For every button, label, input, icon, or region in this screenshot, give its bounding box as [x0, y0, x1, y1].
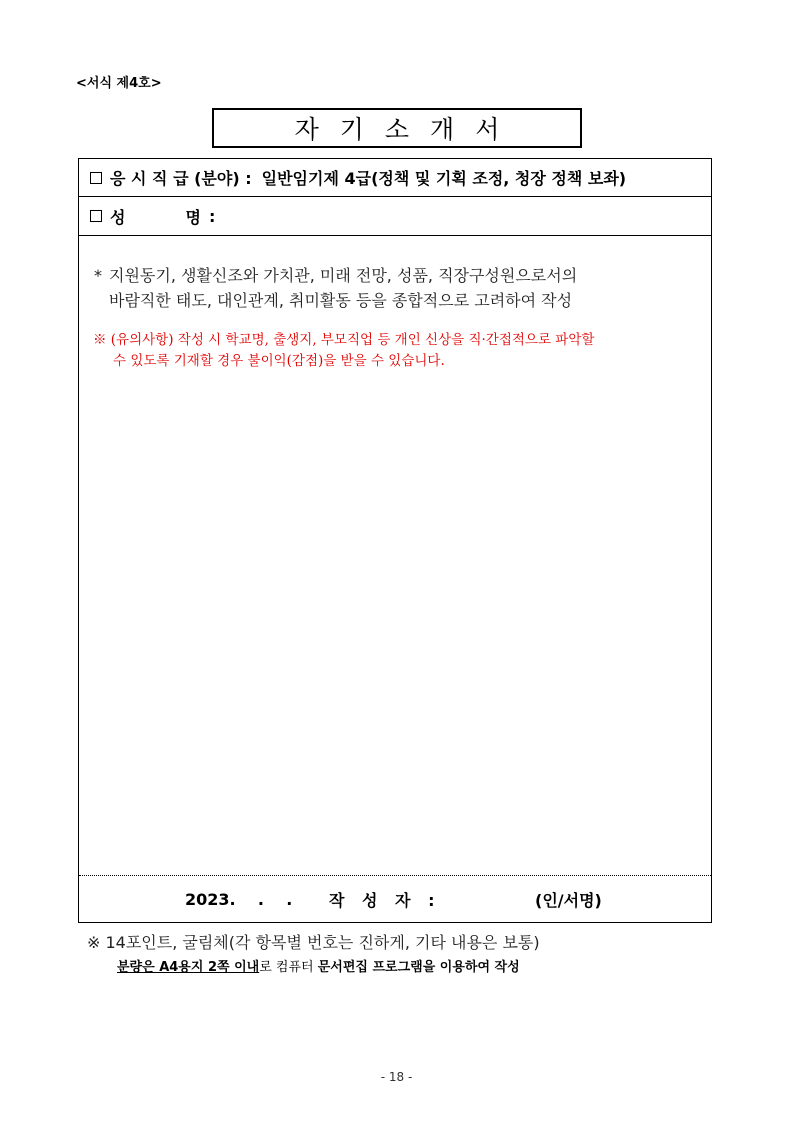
position-label: 응 시 직 급 (분야) : — [110, 169, 252, 188]
notice-line-1: ※ (유의사항) 작성 시 학교명, 출생지, 부모직업 등 개인 신상을 직·간접적으로 파악할 — [93, 332, 595, 348]
guide-line-1: 지원동기, 생활신조와 가치관, 미래 전망, 성품, 직장구성원으로서의 — [109, 266, 578, 285]
checkbox-icon[interactable] — [90, 172, 102, 184]
length-note-tool: 문서편집 프로그램을 이용하여 작성 — [317, 960, 520, 975]
form-table — [78, 158, 712, 923]
name-input[interactable] — [215, 197, 711, 235]
self-introduction-content-area[interactable] — [79, 236, 711, 876]
caution-notice — [93, 330, 705, 372]
position-value[interactable]: 일반임기제 4급(정책 및 기획 조정, 청장 정책 보좌) — [261, 169, 627, 188]
writer-label: 작 성 자 : — [329, 890, 441, 910]
length-limit: 분량은 A4용지 2쪽 이내 — [117, 960, 260, 975]
writing-guide — [87, 263, 699, 313]
name-row — [79, 197, 711, 236]
notice-line-2: 수 있도록 기재할 경우 불이익(감점)을 받을 수 있습니다. — [113, 353, 445, 369]
checkbox-icon[interactable] — [90, 210, 102, 222]
position-row — [79, 159, 711, 197]
guide-line-2: 바람직한 태도, 대인관계, 취미활동 등을 종합적으로 고려하여 작성 — [109, 291, 573, 310]
length-note — [117, 956, 520, 975]
name-label-1: 성 — [110, 207, 126, 227]
star-bullet: * — [94, 266, 102, 285]
name-colon: : — [208, 206, 216, 226]
page-number: - 18 - — [380, 1070, 413, 1084]
signature-row — [79, 876, 711, 922]
format-note: ※ 14포인트, 굴림체(각 항목별 번호는 진하게, 기타 내용은 보통) — [87, 933, 540, 952]
signature-stamp[interactable]: (인/서명) — [535, 890, 602, 910]
signature-date[interactable]: 2023. . . — [185, 889, 293, 909]
name-label-2: 명 — [185, 207, 201, 227]
document-title: 자기소개서 — [212, 108, 582, 148]
form-number-label: <서식 제4호> — [76, 76, 162, 91]
length-note-mid: 로 컴퓨터 — [259, 960, 318, 975]
